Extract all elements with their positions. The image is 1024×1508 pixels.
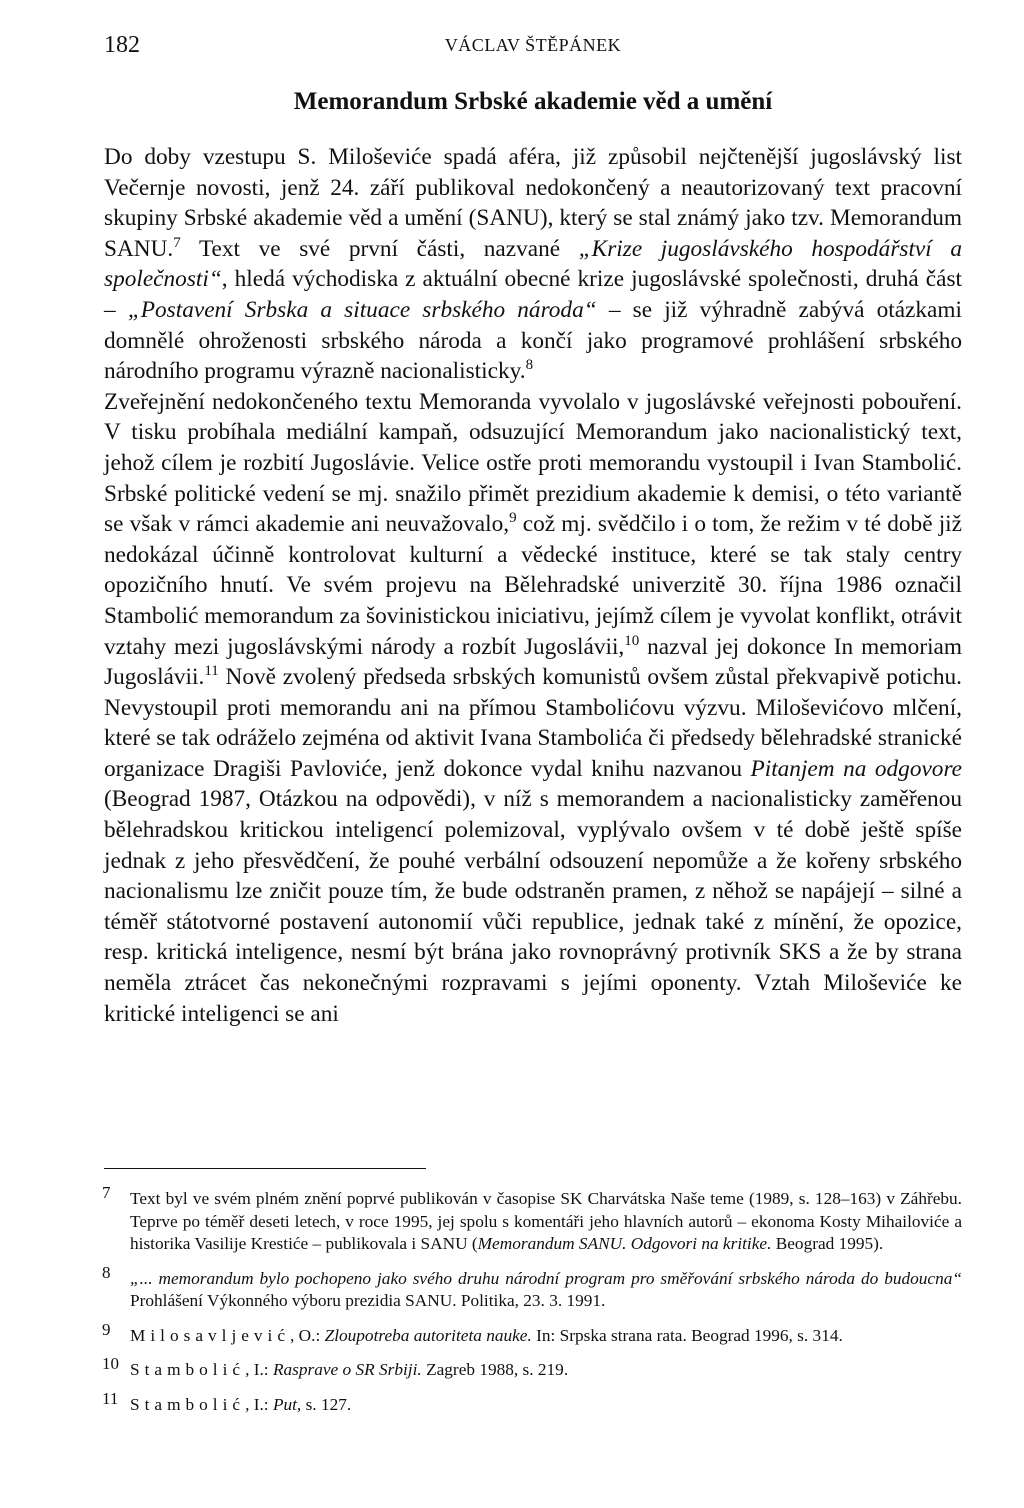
page-header bbox=[104, 32, 962, 62]
footnote-italic: „... memorandum bylo pochopeno jako svého druhu národní program pro směřování srbského národa do budoucna“ bbox=[130, 1268, 962, 1288]
footnote-ref-11[interactable]: 11 bbox=[204, 663, 219, 680]
footnote-number: 9 bbox=[102, 1319, 111, 1339]
text-span: nazval jej dokonce In memoriam Jugoslávii. bbox=[104, 633, 963, 691]
section-title: Memorandum Srbské akademie věd a umění bbox=[293, 88, 773, 115]
footnote-ref-9[interactable]: 9 bbox=[509, 510, 517, 527]
footnote-divider bbox=[104, 1168, 426, 1169]
footnote-text: , I.: bbox=[245, 1394, 273, 1414]
footnote-text: Text byl ve svém plném znění poprvé publikován v časopise SK Charvátska Naše teme (1989, s. 128–163) v Záhřebu. Teprve po téměř deseti letech, v roce 1995, jej spolu s komentáři jeho hlavních autorů – ekonoma Kosty Mihailoviće a historika Vasilije Krestiće – publikovala i SANU ( bbox=[130, 1189, 962, 1253]
text-span: (Beograd 1987, Otázkou na odpovědi), v níž s memorandem a nacionalisticky zaměřenou bělehradskou kritickou inteligencí polemizoval, vyplývalo ovšem v té době ještě spíše jednak z jeho přesvědčení, že pouhé verbální odsouzení nepomůže a že kořeny srbského nacionalismu lze zničit pouze tím, že bude odstraněn pramen, z něhož se napájejí – silné a téměř státotvorné postavení autonomií vůči republice, jednak také z mínění, že opozice, resp. kritická inteligence, nesmí být brána jako rovnoprávný protivník SKS a že by strana neměla ztrácet čas nekonečnými rozpravami s jejími oponenty. Vztah Miloševiće ke kritické inteligenci se ani bbox=[104, 786, 962, 1027]
text-span: Zveřejnění nedokončeného textu Memoranda vyvolalo v jugoslávské veřejnosti pobouření. V tisku probíhala mediální kampaň, odsuzující Memorandum jako nacionalistický text, jehož cílem je rozbití Jugoslávie. Velice ostře proti memorandu vystoupil i Ivan Stambolić. Srbské politické vedení se mj. snažilo přimět prezidium akademie k demisi, o této variantě se však v rámci akademie ani neuvažovalo, bbox=[104, 388, 962, 538]
page-number: 182 bbox=[104, 32, 140, 58]
body-text bbox=[104, 142, 962, 1029]
text-span: Nově zvolený předseda srbských komunistů ovšem zůstal překvapivě potichu. Nevystoupil proti memorandu ani na přímou Stambolićovu výzvu. Miloševićovo mlčení, které se tak odráželo zejména od aktivit Ivana Stambolića či předsedy bělehradské stranické organizace Dragiši Pavloviće, jenž dokonce vydal knihu nazvanou bbox=[104, 664, 962, 782]
italic-title: Postavení Srbska a situace srbského národa bbox=[140, 296, 584, 323]
footnote-text: Zagreb 1988, s. 219. bbox=[421, 1360, 569, 1379]
footnote-11 bbox=[102, 1388, 962, 1417]
footnote-author: Milosavljević bbox=[130, 1325, 291, 1345]
quote-mark: „ bbox=[578, 235, 592, 262]
paragraph-2 bbox=[104, 387, 962, 1029]
footnote-italic: Memorandum SANU. Odgovori na kritike. bbox=[477, 1234, 772, 1253]
text-span: Do doby vzestupu S. Miloševiće spadá aféra, již způsobil nejčtenější jugoslávský list Večernje novosti, jenž 24. září publikoval nedokončený a neautorizovaný text pracovní skupiny Srbské akademie věd a umění (SANU), který se stal známý jako tzv. Memorandum SANU. bbox=[104, 144, 962, 262]
footnote-ref-7[interactable]: 7 bbox=[173, 234, 181, 251]
footnote-8 bbox=[102, 1262, 962, 1313]
footnote-number: 8 bbox=[102, 1262, 111, 1282]
footnote-text: In: Srpska strana rata. Beograd 1996, s. 314. bbox=[531, 1325, 843, 1345]
footnote-italic: Rasprave o SR Srbiji. bbox=[272, 1360, 422, 1379]
italic-title: Krize jugoslávského hospodářství a společnosti bbox=[104, 235, 962, 293]
text-span: Text ve své první části, nazvané bbox=[180, 235, 579, 262]
footnote-text: Beograd 1995). bbox=[771, 1234, 884, 1253]
paragraph-1 bbox=[104, 142, 962, 387]
footnote-text: , I.: bbox=[245, 1360, 273, 1379]
text-span: , hledá východiska z aktuální obecné krize jugoslávské společnosti, druhá část – bbox=[104, 266, 962, 323]
footnote-ref-10[interactable]: 10 bbox=[624, 632, 640, 649]
footnote-text: Prohlášení Výkonného výboru prezidia SANU. Politika, 23. 3. 1991. bbox=[130, 1291, 606, 1310]
footnote-ref-8[interactable]: 8 bbox=[525, 357, 534, 374]
footnotes bbox=[102, 1183, 962, 1428]
text-span: což mj. svědčilo i o tom, že režim v té době již nedokázal účinně kontrolovat kulturní a vědecké instituce, které se tak staly centry opozičního hnutí. Ve svém projevu na Bělehradské univerzitě 30. října 1986 označil Stambolić memorandum za šovinistickou iniciativu, jejímž cílem je vyvolat konflikt, otrávit vztahy mezi jugoslávskými národy a rozbít Jugoslávii, bbox=[104, 511, 962, 660]
footnote-text: , O.: bbox=[290, 1325, 325, 1345]
footnote-10 bbox=[102, 1354, 962, 1382]
italic-book-title: Pitanjem na odgovore bbox=[750, 755, 962, 782]
quote-mark: “ bbox=[583, 296, 597, 323]
footnote-author: Stambolić bbox=[130, 1360, 246, 1379]
text-span: – se již výhradně zabývá otázkami domnělé ohroženosti srbského národa a končí jako programové prohlášení srbského národního programu výrazně nacionalisticky. bbox=[104, 296, 962, 385]
footnote-text: s. 127. bbox=[301, 1394, 352, 1414]
footnote-9 bbox=[102, 1319, 962, 1348]
footnote-number: 10 bbox=[102, 1354, 119, 1373]
quote-mark: „ bbox=[127, 296, 141, 323]
footnote-number: 11 bbox=[102, 1388, 119, 1408]
footnote-7 bbox=[102, 1183, 962, 1256]
footnote-author: Stambolić bbox=[130, 1394, 246, 1414]
running-head: VÁCLAV ŠTĚPÁNEK bbox=[444, 35, 622, 55]
footnote-italic: Zloupotreba autoriteta nauke. bbox=[324, 1325, 532, 1345]
footnote-number: 7 bbox=[102, 1183, 111, 1202]
footnote-italic: Put, bbox=[272, 1394, 302, 1414]
quote-mark: “ bbox=[208, 266, 222, 293]
